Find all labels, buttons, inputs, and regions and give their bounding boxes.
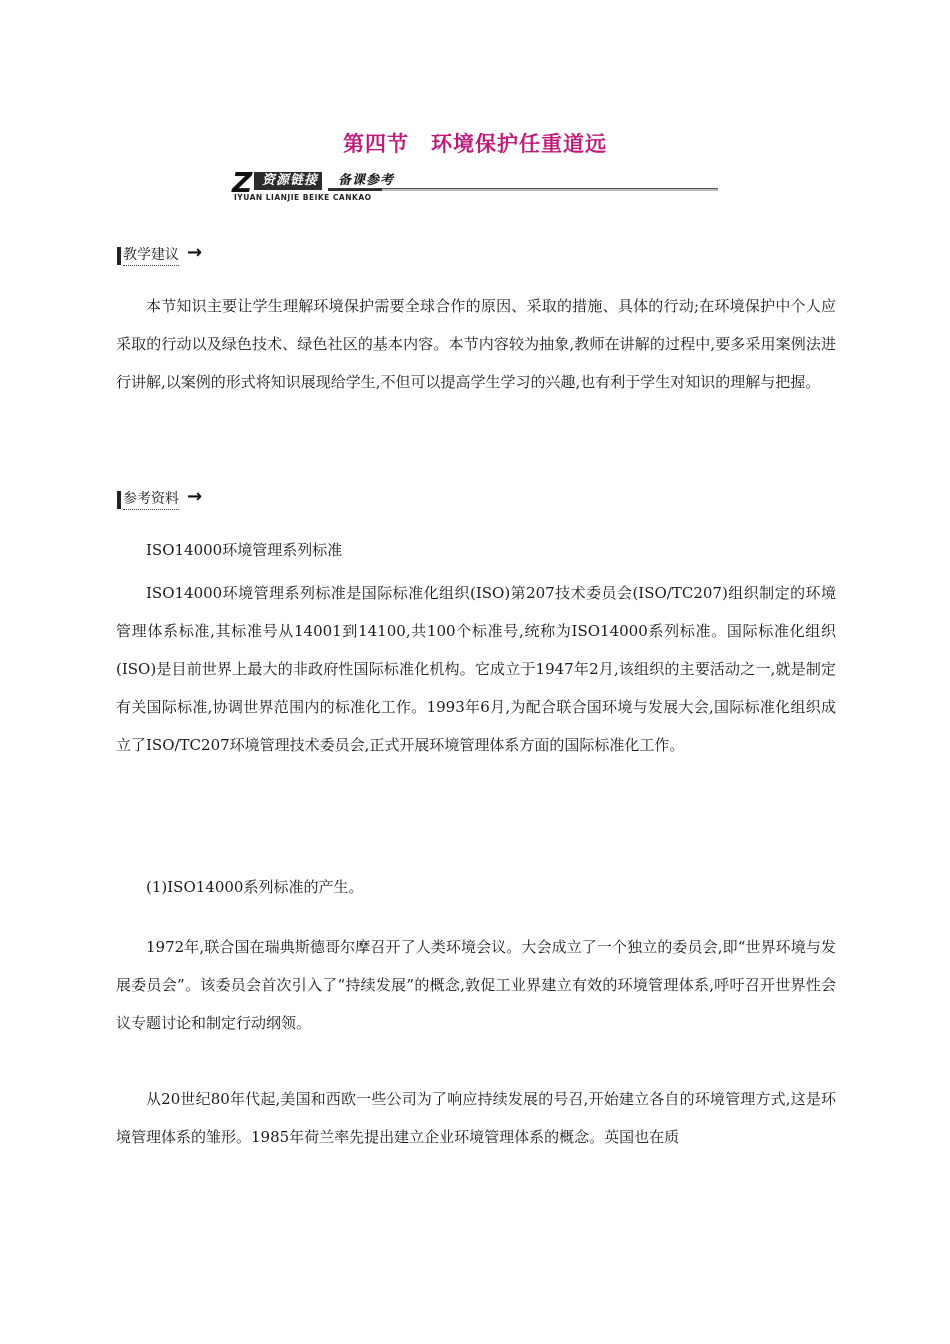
banner-z-logo: Z xyxy=(232,166,253,199)
banner-resource-link-label: 资源链接 xyxy=(254,172,322,190)
reference-material-label: 参考资料 xyxy=(123,490,179,510)
banner-english-label: IYUAN LIANJIE BEIKE CANKAO xyxy=(234,193,372,202)
banner-rule-dark xyxy=(328,188,382,191)
banner-rule xyxy=(382,188,718,191)
iso14000-subtitle: ISO14000环境管理系列标准 xyxy=(146,541,343,559)
arrow-right-icon: → xyxy=(187,486,203,507)
resource-link-banner xyxy=(232,166,718,204)
management-system-origin-paragraph: 从20世纪80年代起,美国和西欧一些公司为了响应持续发展的号召,开始建立各自的环境管理方式,这是环境管理体系的雏形。1985年荷兰率先提出建立企业环境管理体系的概念。英国也在质 xyxy=(116,1090,836,1146)
heading-bar-icon xyxy=(117,491,121,509)
teaching-suggestion-paragraph: 本节知识主要让学生理解环境保护需要全球合作的原因、采取的措施、具体的行动;在环境保护中个人应采取的行动以及绿色技术、绿色社区的基本内容。本节内容较为抽象,教师在讲解的过程中,要多采用案例法进行讲解,以案例的形式将知识展现给学生,不但可以提高学生学习的兴趣,也有利于学生对知识的理解与把握。 xyxy=(116,297,836,391)
iso14000-intro-paragraph: ISO14000环境管理系列标准是国际标准化组织(ISO)第207技术委员会(ISO/TC207)组织制定的环境管理体系标准,其标准号从14001到14100,共100个标准号,统称为ISO14000系列标准。国际标准化组织(ISO)是目前世界上最大的非政府性国际标准化机构。它成立于1947年2月,该组织的主要活动之一,就是制定有关国际标准,协调世界范围内的标准化工作。1993年6月,为配合联合国环境与发展大会,国际标准化组织成立了ISO/TC207环境管理技术委员会,正式开展环境管理体系方面的国际标准化工作。 xyxy=(116,584,836,754)
banner-lesson-reference-label: 备课参考 xyxy=(338,173,395,188)
section-title: 第四节 环境保护任重道远 xyxy=(343,132,607,156)
teaching-suggestion-label: 教学建议 xyxy=(123,246,179,266)
iso14000-origin-item: (1)ISO14000系列标准的产生。 xyxy=(146,878,364,896)
environment-conference-paragraph: 1972年,联合国在瑞典斯德哥尔摩召开了人类环境会议。大会成立了一个独立的委员会,即“世界环境与发展委员会”。该委员会首次引入了“持续发展”的概念,敦促工业界建立有效的环境管理体系,呼吁召开世界性会议专题讨论和制定行动纲领。 xyxy=(116,938,836,1032)
heading-bar-icon xyxy=(117,247,121,265)
arrow-right-icon: → xyxy=(187,242,203,263)
